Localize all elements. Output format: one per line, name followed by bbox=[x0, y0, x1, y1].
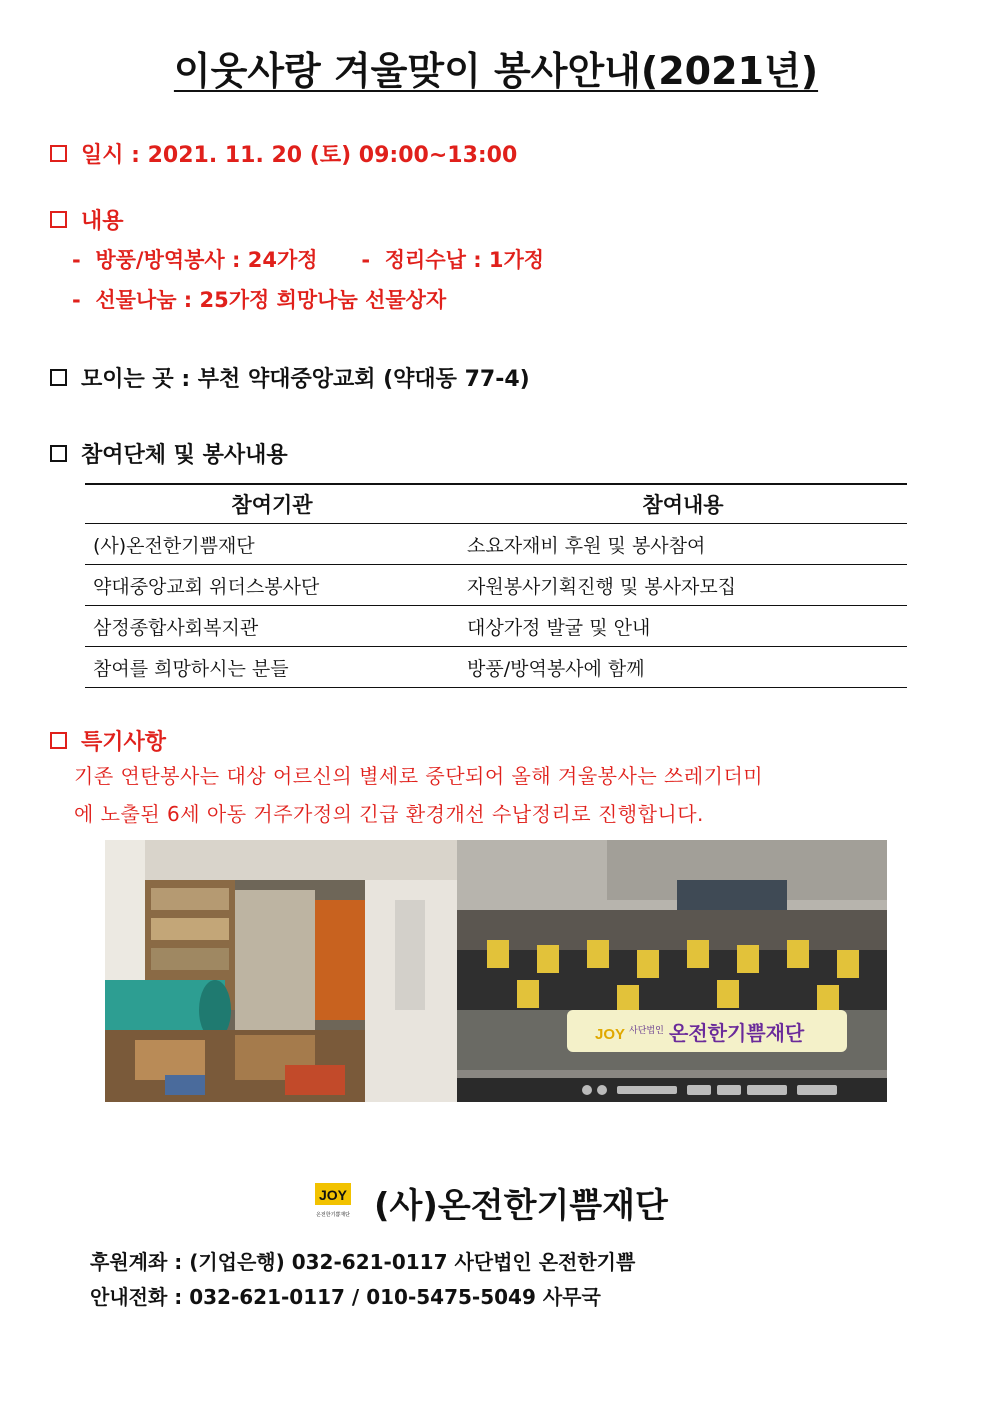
table-row bbox=[85, 606, 907, 647]
banner-small-text: 사단법인 bbox=[629, 1026, 664, 1036]
notes-heading: 특기사항 bbox=[81, 730, 167, 755]
table-row bbox=[85, 647, 907, 688]
notes-line: 기존 연탄봉사는 대상 어르신의 별세로 중단되어 올해 겨울봉사는 쓰레기더미 bbox=[74, 764, 764, 788]
volunteer-group-photo bbox=[457, 840, 887, 1102]
banner-org-text: 온전한기쁨재단 bbox=[669, 1021, 805, 1045]
table-cell: 소요자재비 후원 및 봉사참여 bbox=[459, 524, 907, 565]
checkbox-square-icon bbox=[50, 445, 67, 462]
participants-section bbox=[50, 438, 288, 469]
notes-text bbox=[74, 757, 763, 833]
table-cell: 참여를 희망하시는 분들 bbox=[85, 647, 459, 688]
participants-heading: 참여단체 및 봉사내용 bbox=[81, 443, 288, 468]
schedule-text: 일시 : 2021. 11. 20 (토) 09:00~13:00 bbox=[81, 143, 518, 168]
footer-org-name: (사)온전한기쁨재단 bbox=[374, 1186, 668, 1226]
table-cell: 방풍/방역봉사에 함께 bbox=[459, 647, 907, 688]
table-cell: 삼정종합사회복지관 bbox=[85, 606, 459, 647]
joy-logo-sub: 온전한기쁨재단 bbox=[316, 1212, 350, 1218]
content-section bbox=[50, 204, 124, 235]
joy-logo-text: JOY bbox=[318, 1187, 348, 1203]
checkbox-square-icon bbox=[50, 145, 67, 162]
checkbox-square-icon bbox=[50, 211, 67, 228]
table-cell: 대상가정 발굴 및 안내 bbox=[459, 606, 907, 647]
footer-account: 후원계좌 : (기업은행) 032-621-0117 사단법인 온전한기쁨 bbox=[90, 1250, 636, 1274]
table-cell: (사)온전한기쁨재단 bbox=[85, 524, 459, 565]
table-row bbox=[85, 565, 907, 606]
table-row bbox=[85, 524, 907, 565]
content-heading: 내용 bbox=[81, 209, 124, 234]
cluttered-room-photo bbox=[105, 840, 457, 1102]
meeting-text: 모이는 곳 : 부천 약대중앙교회 (약대동 77-4) bbox=[81, 367, 530, 392]
checkbox-square-icon bbox=[50, 732, 67, 749]
joy-logo-icon bbox=[313, 1181, 353, 1221]
banner-logo-text: JOY bbox=[595, 1026, 626, 1043]
table-header: 참여기관 bbox=[85, 484, 459, 524]
table-header: 참여내용 bbox=[459, 484, 907, 524]
joy-logo bbox=[313, 1181, 353, 1221]
table-cell: 자원봉사기획진행 및 봉사자모집 bbox=[459, 565, 907, 606]
participants-table bbox=[85, 483, 907, 688]
footer-phone: 안내전화 : 032-621-0117 / 010-5475-5049 사무국 bbox=[90, 1285, 601, 1309]
schedule-section bbox=[50, 138, 517, 169]
notes-line: 에 노출된 6세 아동 거주가정의 긴급 환경개선 수납정리로 진행합니다. bbox=[74, 802, 704, 826]
meeting-section bbox=[50, 362, 530, 393]
page-title: 이웃사랑 겨울맞이 봉사안내(2021년) bbox=[173, 49, 819, 93]
content-line: - 선물나눔 : 25가정 희망나눔 선물상자 bbox=[72, 288, 447, 312]
content-line: - 방풍/방역봉사 : 24가정 - 정리수납 : 1가정 bbox=[72, 248, 545, 272]
table-cell: 약대중앙교회 위더스봉사단 bbox=[85, 565, 459, 606]
notes-section bbox=[50, 725, 166, 756]
checkbox-square-icon bbox=[50, 369, 67, 386]
